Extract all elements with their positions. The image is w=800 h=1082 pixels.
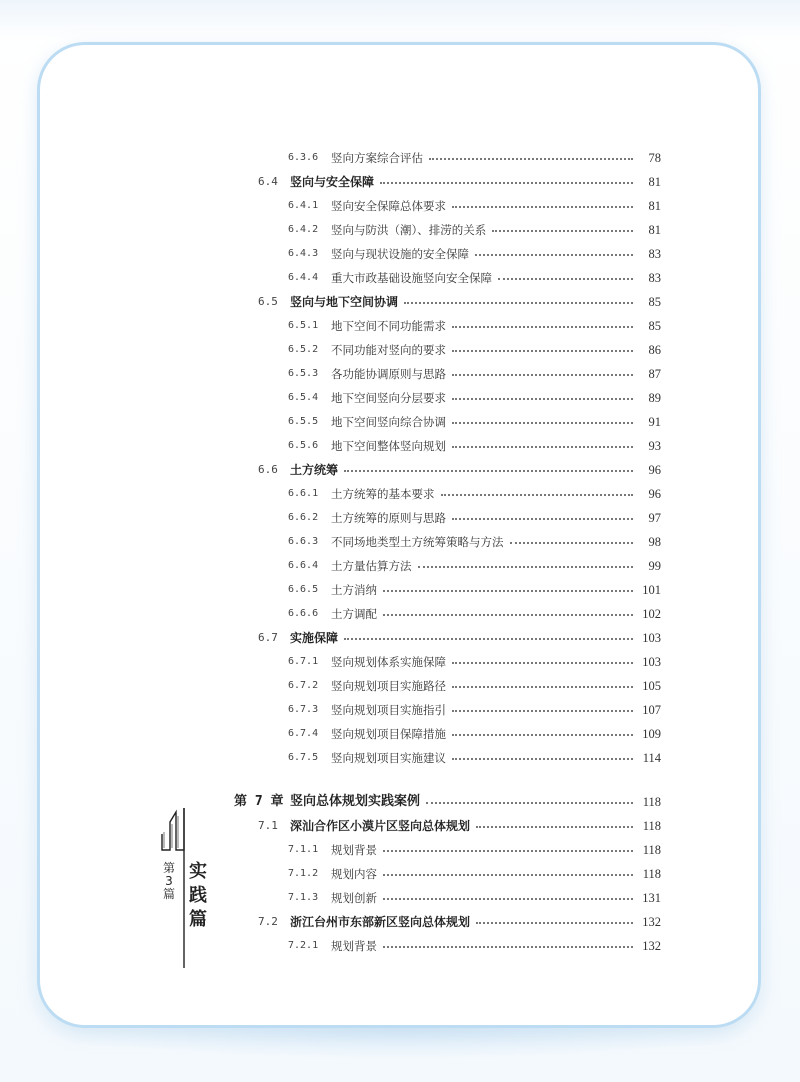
dot-leader bbox=[383, 898, 633, 900]
toc-page-number: 85 bbox=[648, 295, 661, 309]
toc-title: 竖向规划项目实施路径 bbox=[331, 679, 446, 693]
toc-page-number: 99 bbox=[648, 559, 661, 573]
dot-leader bbox=[452, 758, 633, 760]
toc-page-number: 132 bbox=[642, 915, 661, 929]
toc-number: 6.7.3 bbox=[288, 704, 319, 715]
toc-title: 竖向与防洪（潮）、排涝的关系 bbox=[331, 223, 487, 237]
toc-row[interactable] bbox=[258, 816, 661, 836]
dot-leader bbox=[452, 350, 633, 352]
toc-number: 6.4.2 bbox=[288, 224, 319, 235]
toc-number: 7.1.3 bbox=[288, 892, 319, 903]
toc-page-number: 87 bbox=[648, 367, 661, 381]
dot-leader bbox=[452, 374, 633, 376]
dot-leader bbox=[452, 686, 633, 688]
dot-leader bbox=[510, 542, 634, 544]
toc-title: 竖向安全保障总体要求 bbox=[331, 199, 446, 213]
toc-page-number: 105 bbox=[642, 679, 661, 693]
toc-page-number: 81 bbox=[648, 199, 661, 213]
toc-number: 6.4 bbox=[258, 175, 278, 188]
dot-leader bbox=[498, 278, 633, 280]
dot-leader bbox=[418, 566, 634, 568]
toc-row[interactable] bbox=[288, 604, 661, 624]
toc-title: 竖向与地下空间协调 bbox=[290, 295, 399, 309]
toc-page-number: 118 bbox=[642, 843, 661, 857]
toc-number: 6.4.4 bbox=[288, 272, 319, 283]
toc-title: 地下空间整体竖向规划 bbox=[331, 439, 446, 453]
toc-row[interactable] bbox=[288, 196, 661, 216]
toc-number: 6.7.2 bbox=[288, 680, 319, 691]
dot-leader bbox=[475, 254, 633, 256]
toc-row[interactable] bbox=[288, 676, 661, 696]
toc-title: 各功能协调原则与思路 bbox=[331, 367, 446, 381]
toc-row[interactable] bbox=[288, 244, 661, 264]
toc-page-number: 83 bbox=[648, 247, 661, 261]
toc-row[interactable] bbox=[258, 628, 661, 648]
toc-number: 6.6.4 bbox=[288, 560, 319, 571]
dot-leader bbox=[380, 182, 633, 184]
dot-leader bbox=[383, 590, 633, 592]
part-name-text: 实践篇 bbox=[189, 861, 207, 930]
toc-number: 6.6.1 bbox=[288, 488, 319, 499]
part-number-text: 第3篇 bbox=[163, 861, 176, 901]
toc-row[interactable] bbox=[288, 532, 661, 552]
dot-leader bbox=[492, 230, 633, 232]
toc-page-number: 98 bbox=[648, 535, 661, 549]
toc-title: 土方统筹的基本要求 bbox=[331, 487, 435, 501]
toc-title: 实施保障 bbox=[290, 631, 339, 645]
toc-page-number: 103 bbox=[642, 631, 661, 645]
toc-title: 土方量估算方法 bbox=[331, 559, 412, 573]
toc-title: 浙江台州市东部新区竖向总体规划 bbox=[290, 915, 471, 929]
part-number-label bbox=[160, 862, 178, 901]
toc-row[interactable] bbox=[258, 292, 661, 312]
toc-row[interactable] bbox=[288, 724, 661, 744]
toc-page-number: 114 bbox=[642, 751, 661, 765]
toc-title: 竖向总体规划实践案例 bbox=[290, 794, 421, 809]
dot-leader bbox=[383, 946, 633, 948]
toc-number: 6.5.2 bbox=[288, 344, 319, 355]
toc-page-number: 86 bbox=[648, 343, 661, 357]
toc-title: 地下空间不同功能需求 bbox=[331, 319, 446, 333]
toc-page-number: 78 bbox=[648, 151, 661, 165]
toc-title: 竖向与安全保障 bbox=[290, 175, 375, 189]
dot-leader bbox=[429, 158, 633, 160]
toc-row[interactable] bbox=[288, 268, 661, 288]
toc-row[interactable] bbox=[288, 220, 661, 240]
toc-number: 6.6.3 bbox=[288, 536, 319, 547]
toc-page-number: 96 bbox=[648, 487, 661, 501]
toc-title: 土方调配 bbox=[331, 607, 377, 621]
toc-row[interactable] bbox=[288, 580, 661, 600]
toc-title: 不同功能对竖向的要求 bbox=[331, 343, 446, 357]
toc-title: 竖向与现状设施的安全保障 bbox=[331, 247, 469, 261]
toc-page-number: 102 bbox=[642, 607, 661, 621]
toc-title: 不同场地类型土方统筹策略与方法 bbox=[331, 535, 504, 549]
toc-title: 规划内容 bbox=[331, 867, 377, 881]
toc-number: 6.7.5 bbox=[288, 752, 319, 763]
toc-page-number: 132 bbox=[642, 939, 661, 953]
toc-title: 竖向规划体系实施保障 bbox=[331, 655, 446, 669]
toc-number: 6.4.3 bbox=[288, 248, 319, 259]
toc-row[interactable] bbox=[288, 412, 661, 432]
toc-number: 7.2 bbox=[258, 915, 278, 928]
toc-number: 6.5 bbox=[258, 295, 278, 308]
toc-title: 土方统筹的原则与思路 bbox=[331, 511, 446, 525]
toc-number: 7.1.2 bbox=[288, 868, 319, 879]
toc-number: 7.2.1 bbox=[288, 940, 319, 951]
dot-leader bbox=[383, 874, 633, 876]
toc-number: 6.5.4 bbox=[288, 392, 319, 403]
toc-title: 竖向方案综合评估 bbox=[331, 151, 423, 165]
toc-row[interactable] bbox=[288, 652, 661, 672]
toc-row[interactable] bbox=[288, 508, 661, 528]
toc-page-number: 93 bbox=[648, 439, 661, 453]
toc-number: 6.6.5 bbox=[288, 584, 319, 595]
toc-row[interactable] bbox=[288, 316, 661, 336]
top-glow bbox=[0, 0, 800, 40]
toc-row[interactable] bbox=[288, 436, 661, 456]
toc-page-number: 118 bbox=[642, 867, 661, 881]
dot-leader bbox=[452, 422, 633, 424]
toc-number: 6.5.6 bbox=[288, 440, 319, 451]
toc-number: 第 7 章 bbox=[234, 794, 284, 809]
toc-page-number: 81 bbox=[648, 175, 661, 189]
toc-number: 6.6.6 bbox=[288, 608, 319, 619]
toc-number: 6.5.3 bbox=[288, 368, 319, 379]
dot-leader bbox=[344, 470, 633, 472]
dot-leader bbox=[452, 206, 633, 208]
toc-page-number: 101 bbox=[642, 583, 661, 597]
toc-page-number: 89 bbox=[648, 391, 661, 405]
toc-page-number: 81 bbox=[648, 223, 661, 237]
toc-title: 土方统筹 bbox=[290, 463, 339, 477]
dot-leader bbox=[476, 826, 633, 828]
toc-row[interactable] bbox=[288, 388, 661, 408]
toc-row[interactable] bbox=[288, 840, 661, 860]
toc-row[interactable] bbox=[288, 888, 661, 908]
part-name-label bbox=[186, 860, 210, 932]
toc-page-number: 107 bbox=[642, 703, 661, 717]
part-side-tab bbox=[156, 800, 216, 970]
dot-leader bbox=[452, 662, 633, 664]
toc-title: 竖向规划项目保障措施 bbox=[331, 727, 446, 741]
toc-row[interactable] bbox=[288, 364, 661, 384]
dot-leader bbox=[476, 922, 633, 924]
toc-number: 6.6 bbox=[258, 463, 278, 476]
toc-number: 6.5.1 bbox=[288, 320, 319, 331]
toc-title: 竖向规划项目实施指引 bbox=[331, 703, 446, 717]
toc-page-number: 109 bbox=[642, 727, 661, 741]
toc-page-number: 118 bbox=[642, 795, 661, 809]
toc-page-number: 103 bbox=[642, 655, 661, 669]
dot-leader bbox=[452, 734, 633, 736]
dot-leader bbox=[383, 614, 633, 616]
toc-page-number: 131 bbox=[642, 891, 661, 905]
toc-number: 6.3.6 bbox=[288, 152, 319, 163]
toc-number: 7.1 bbox=[258, 819, 278, 832]
toc-number: 7.1.1 bbox=[288, 844, 319, 855]
dot-leader bbox=[404, 302, 633, 304]
toc-title: 规划背景 bbox=[331, 939, 377, 953]
toc-title: 深汕合作区小漠片区竖向总体规划 bbox=[290, 819, 471, 833]
toc-page-number: 118 bbox=[642, 819, 661, 833]
dot-leader bbox=[344, 638, 633, 640]
dot-leader bbox=[452, 446, 633, 448]
toc-title: 土方消纳 bbox=[331, 583, 377, 597]
toc-row[interactable] bbox=[288, 340, 661, 360]
dot-leader bbox=[452, 518, 633, 520]
toc-row[interactable] bbox=[288, 700, 661, 720]
toc-row[interactable] bbox=[288, 864, 661, 884]
toc-title: 竖向规划项目实施建议 bbox=[331, 751, 446, 765]
dot-leader bbox=[441, 494, 634, 496]
toc-title: 规划背景 bbox=[331, 843, 377, 857]
toc-row[interactable] bbox=[288, 936, 661, 956]
toc-page-number: 97 bbox=[648, 511, 661, 525]
toc-row[interactable] bbox=[258, 912, 661, 932]
toc-number: 6.4.1 bbox=[288, 200, 319, 211]
toc-row[interactable] bbox=[288, 556, 661, 576]
toc-page-number: 96 bbox=[648, 463, 661, 477]
toc-title: 地下空间竖向分层要求 bbox=[331, 391, 446, 405]
toc-page-number: 83 bbox=[648, 271, 661, 285]
toc-title: 地下空间竖向综合协调 bbox=[331, 415, 446, 429]
toc-title: 重大市政基础设施竖向安全保障 bbox=[331, 271, 492, 285]
toc-title: 规划创新 bbox=[331, 891, 377, 905]
toc-page-number: 91 bbox=[648, 415, 661, 429]
toc-row[interactable] bbox=[258, 172, 661, 192]
toc-row[interactable] bbox=[288, 748, 661, 768]
toc-number: 6.7.4 bbox=[288, 728, 319, 739]
toc-row[interactable] bbox=[288, 148, 661, 168]
toc-number: 6.5.5 bbox=[288, 416, 319, 427]
dot-leader bbox=[383, 850, 633, 852]
dot-leader bbox=[452, 710, 633, 712]
toc-number: 6.7.1 bbox=[288, 656, 319, 667]
toc-row[interactable] bbox=[258, 460, 661, 480]
toc-row[interactable] bbox=[288, 484, 661, 504]
dot-leader bbox=[452, 326, 633, 328]
toc-page-number: 85 bbox=[648, 319, 661, 333]
dot-leader bbox=[426, 802, 633, 804]
toc-row[interactable] bbox=[234, 792, 661, 812]
dot-leader bbox=[452, 398, 633, 400]
toc-number: 6.7 bbox=[258, 631, 278, 644]
toc-number: 6.6.2 bbox=[288, 512, 319, 523]
